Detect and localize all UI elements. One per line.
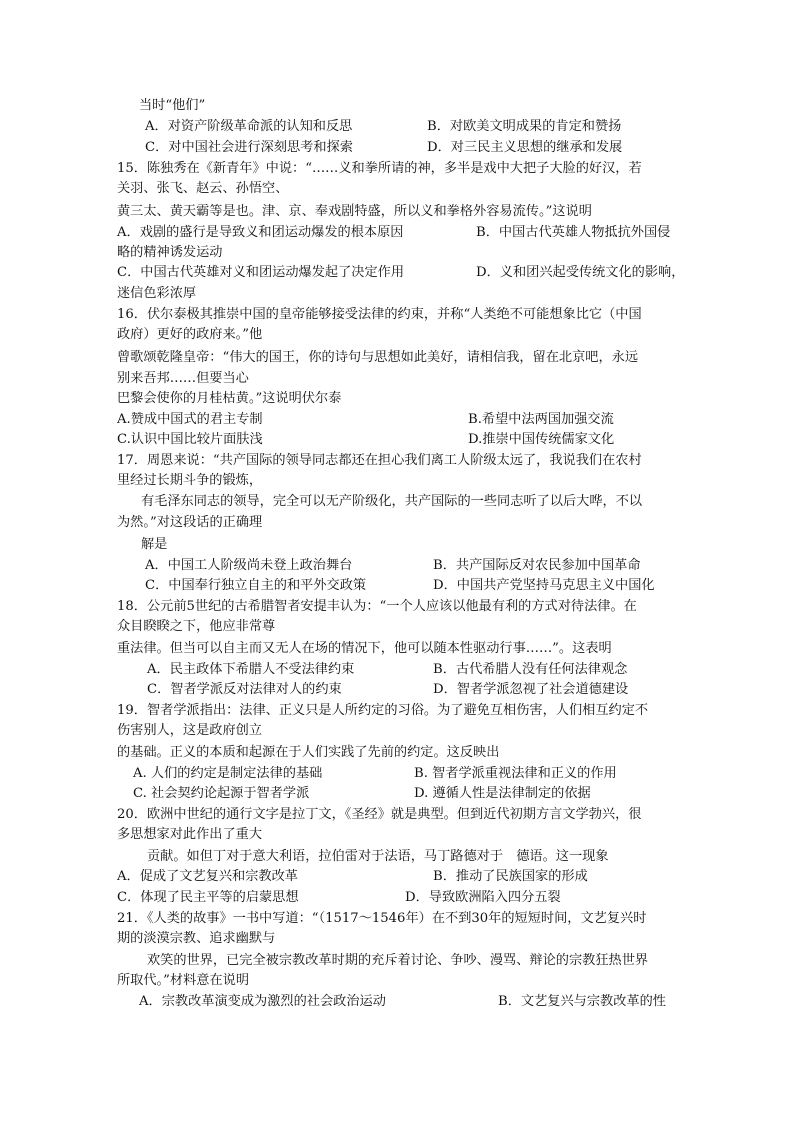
option-a: A．中国工人阶级尚未登上政治舞台 [145, 558, 353, 573]
option-b: B. 智者学派重视法律和正义的作用 [414, 766, 617, 781]
text-line: 政府）更好的政府来。”他 [117, 327, 263, 342]
text-line: 黄三太、黄天霸等是也。津、京、奉戏剧特盛，所以义和拳格外容易流传。”这说明 [117, 204, 592, 219]
option-b: B．对欧美文明成果的肯定和赞扬 [427, 119, 622, 134]
text-line: 多思想家对此作出了重大 [117, 827, 263, 842]
option-b: B．中国古代英雄人物抵抗外国侵 [476, 225, 671, 240]
text-line: 关羽、张飞、赵云、孙悟空、 [117, 181, 289, 196]
option-c: C．体现了民主平等的启蒙思想 [117, 890, 299, 905]
option-d: D. 遵循人性是法律制定的依据 [414, 786, 591, 801]
text-line: 有毛泽东同志的领导，完全可以无产阶级化，共产国际的一些同志听了以后大哗，不以 [141, 494, 643, 509]
text-line: 所取代。”材料意在说明 [117, 973, 250, 988]
option-d: D．导致欧洲陷入四分五裂 [405, 890, 561, 905]
text-line: 略的精神诱发运动 [117, 245, 223, 260]
option-d: D．义和团兴起受传统文化的影响， [476, 265, 685, 280]
option-b: B.希望中法两国加强交流 [468, 412, 614, 427]
question-16: 16．伏尔泰极其推崇中国的皇帝能够接受法律的约束，并称“人类绝不可能想象比它（中国 [117, 307, 642, 322]
text-line: 伤害别人，这是政府创立 [117, 723, 263, 738]
question-17: 17．周恩来说：“共产国际的领导同志都还在担心我们离工人阶级太远了，我说我们在农村 [117, 453, 642, 468]
text-line: 为然。”对这段话的正确理 [117, 515, 263, 530]
option-a: A．宗教改革演变成为激烈的社会政治运动 [139, 994, 386, 1009]
option-a: A.赞成中国式的君主专制 [117, 412, 263, 427]
text-line: 别来吾邦……但要当心 [117, 371, 249, 386]
option-c: C．对中国社会进行深刻思考和探索 [145, 140, 353, 155]
text-line: 曾歌颂乾隆皇帝：“伟大的国王，你的诗句与思想如此美好，请相信我，留在北京吧，永远 [117, 350, 639, 365]
text-line: 里经过长期斗争的锻炼， [117, 473, 263, 488]
option-b: B．文艺复兴与宗教改革的性 [498, 994, 666, 1009]
question-18: 18．公元前5世纪的古希腊智者安提丰认为：“一个人应该以他最有利的方式对待法律。在 [117, 599, 637, 614]
text-line: 巴黎会使你的月桂枯黄。”这说明伏尔泰 [117, 391, 342, 406]
text-line: 欢笑的世界，已完全被宗教改革时期的充斥着讨论、争吵、漫骂、辩论的宗教狂热世界 [147, 953, 649, 968]
option-c: C．智者学派反对法律对人的约束 [147, 682, 342, 697]
option-d: D．智者学派忽视了社会道德建设 [433, 682, 629, 697]
text-line: 贡献。如但丁对于意大利语，拉伯雷对于法语，马丁路德对于 德语。这一现象 [147, 849, 609, 864]
text-line: 当时“他们” [139, 98, 206, 113]
option-a: A．对资产阶级革命派的认知和反思 [145, 119, 353, 134]
option-c: C．中国奉行独立自主的和平外交政策 [145, 578, 367, 593]
option-c: C. 社会契约论起源于智者学派 [133, 786, 310, 801]
option-c: C．中国古代英雄对义和团运动爆发起了决定作用 [117, 265, 405, 280]
option-a: A．民主政体下希腊人不受法律约束 [147, 662, 355, 677]
question-20: 20．欧洲中世纪的通行文字是拉丁文，《圣经》就是典型。但到近代初期方言文学勃兴，很 [117, 807, 642, 822]
option-b: B．推动了民族国家的形成 [433, 869, 588, 884]
question-19: 19．智者学派指出：法律、正义只是人所约定的习俗。为了避免互相伤害，人们相互约定不 [117, 703, 649, 718]
option-b: B．古代希腊人没有任何法律观念 [433, 662, 628, 677]
option-a: A．戏剧的盛行是导致义和团运动爆发的根本原因 [117, 225, 404, 240]
text-line: 迷信色彩浓厚 [117, 286, 197, 301]
option-d: D．中国共产党坚持马克思主义中国化 [433, 578, 655, 593]
option-a: A．促成了文艺复兴和宗教改革 [117, 869, 298, 884]
text-line: 解是 [141, 537, 168, 552]
text-line: 众目睽睽之下，他应非常尊 [117, 619, 276, 634]
text-line: 期的淡漠宗教、追求幽默与 [117, 931, 276, 946]
question-21: 21．《人类的故事》一书中写道：“（1517～1546年）在不到30年的短短时间，文艺复兴时 [117, 911, 647, 926]
option-d: D.推崇中国传统儒家文化 [468, 432, 615, 447]
text-line: 重法律。但当可以自主而又无人在场的情况下，他可以随本性驱动行事……”。这表明 [117, 641, 612, 656]
text-line: 的基础。正义的本质和起源在于人们实践了先前的约定。这反映出 [117, 745, 500, 760]
option-c: C.认识中国比较片面肤浅 [117, 432, 263, 447]
option-b: B．共产国际反对农民参加中国革命 [433, 558, 641, 573]
option-a: A. 人们的约定是制定法律的基础 [133, 766, 323, 781]
question-15: 15．陈独秀在《新青年》中说：“……义和拳所请的神，多半是戏中大把子大脸的好汉，若 [117, 161, 642, 176]
option-d: D．对三民主义思想的继承和发展 [427, 140, 623, 155]
